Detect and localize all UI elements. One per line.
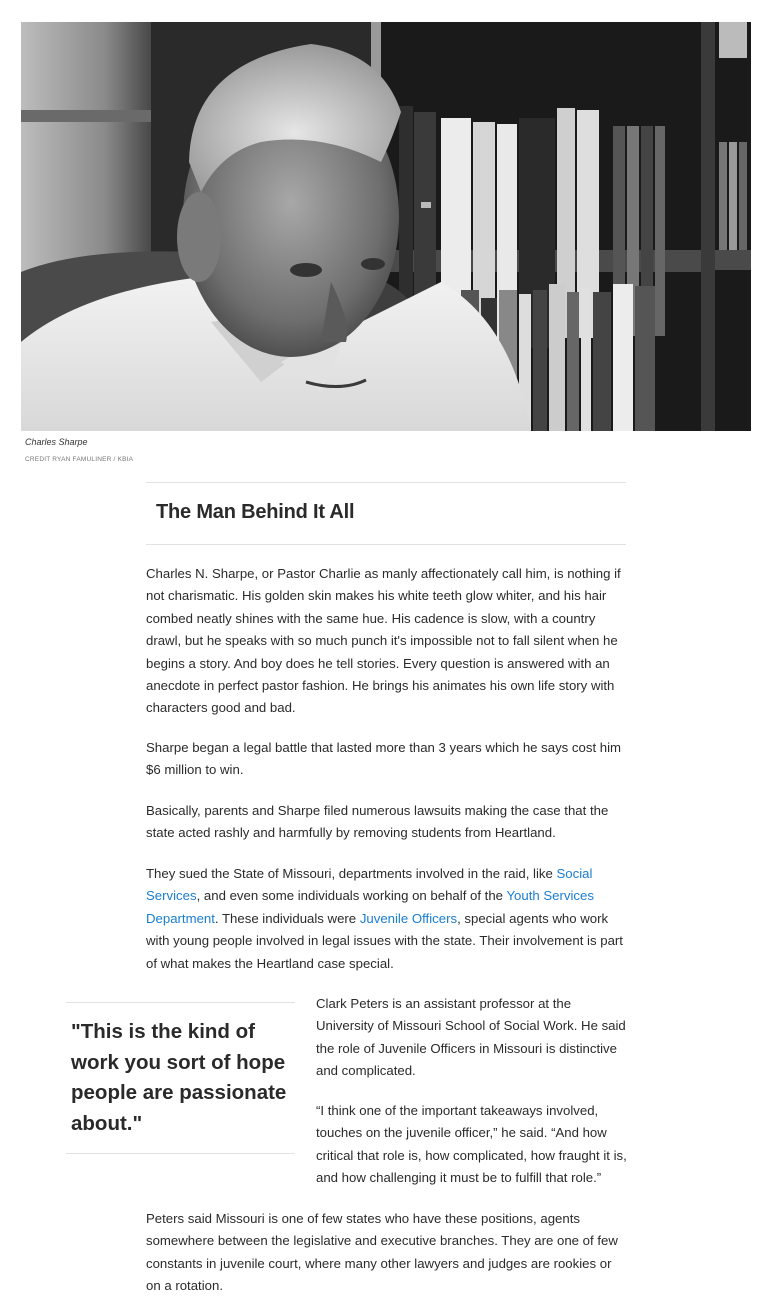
paragraph-intro: Charles N. Sharpe, or Pastor Charlie as manly affectionately call him, is nothing if not charismatic. His golden skin makes his white teeth glow whiter, and his hair combed neatly shines with the same hue. His cadence is slow, with a country drawl, but he speaks with so much punch it's impossible not to fall silent when he begins a story. And boy does he tell stories. Every question is answered with an anecdote in perfect pastor fashion. He brings his animates his own life story with characters good and bad. [146,566,621,716]
link-social-services[interactable]: Social Services [146,866,593,904]
text-segment: . These individuals were [214,910,360,926]
pull-quote: "This is the kind of work you sort of hope people are passionate about." [71,1020,287,1135]
text-segment: , special agents who work with young people involved in legal issues with the state. Their involvement is part of what makes the Heartland case special. [146,910,623,971]
pullquote-rule-bottom [66,1153,295,1154]
section-title: The Man Behind It All [156,501,355,523]
paragraph-peters-quote: “I think one of the important takeaways involved, touches on the juvenile officer,” he said. “And how critical that role is, how complicated, how fraught it is, and how challenging it must be to fulfill that role.” [316,1103,627,1186]
paragraph-clark-peters: Clark Peters is an assistant professor at the University of Missouri School of Social Work. He said the role of Juvenile Officers in Missouri is distinctive and complicated. [316,996,626,1079]
text-segment: They sued the State of Missouri, departments involved in the raid, like [146,866,557,881]
pullquote-rule-top [66,1002,295,1003]
paragraph-legal-battle: Sharpe began a legal battle that lasted more than 3 years which he says cost him $6 million to win. [146,740,622,778]
article-photo [21,22,751,431]
paragraph-peters-states: Peters said Missouri is one of few states who have these positions, agents somewhere between the legislative and executive branches. They are one of few constants in juvenile court, where many other lawyers and judges are rookies or on a rotation. [146,1211,618,1294]
section-rule-top [146,482,626,483]
photo-credit: CREDIT RYAN FAMULINER / KBIA [25,456,134,463]
portrait-image [21,22,751,431]
text-segment: , and even some individuals working on behalf of the [196,888,507,904]
section-rule-bottom [146,544,626,545]
link-youth-services-department[interactable]: Youth Services Department [146,888,594,926]
photo-caption: Charles Sharpe [25,437,88,447]
link-juvenile-officers[interactable]: Juvenile Officers [359,910,458,926]
paragraph-sued [146,863,626,975]
paragraph-lawsuits: Basically, parents and Sharpe filed numerous lawsuits making the case that the state acted rashly and harmfully by removing students from Heartland. [146,803,609,841]
